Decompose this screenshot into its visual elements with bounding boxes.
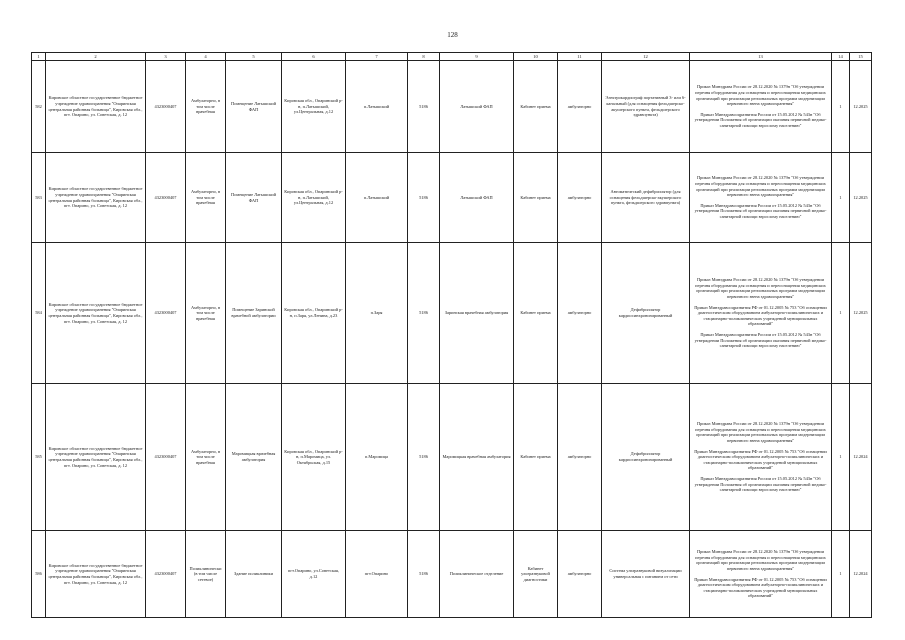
regulation-text: Приказ Минздравсоцразвития России от 15.05.2012 № 543н "Об утверждении Положения об организации оказания первичной медико-санитарной помощи взрослому населению": [694, 111, 827, 128]
column-number-4: 4: [186, 53, 226, 61]
table-row: [32, 531, 872, 618]
regulation-text: Приказ Минздравсоцразвития РФ от 01.12.2005 № 753 "Об оснащении диагностическим оборудованием амбулаторно-поликлинических и стационарно-поликлинических учреждений муниципальных образований": [694, 448, 827, 471]
quantity-cell: 1: [832, 384, 850, 531]
unit-name-cell: Помещение Латышский ФАП: [226, 61, 282, 153]
table-row: [32, 384, 872, 531]
care-mode-cell: амбулаторно: [558, 531, 602, 618]
room-cell: Кабинет ультразвуковой диагностики: [514, 531, 558, 618]
code-cell: 5186: [408, 531, 440, 618]
unit-name-cell: Помещение Заринской врачебной амбулатории: [226, 243, 282, 384]
column-number-5: 5: [226, 53, 282, 61]
care-mode-cell: амбулаторно: [558, 61, 602, 153]
address-cell: Кировская обл., Опаринский р-н, п.Латышский, ул.Центральная, д.12: [282, 61, 346, 153]
row-number-cell: 583: [32, 153, 46, 243]
care-conditions-cell: Поликлинически (в том числе сетевое): [186, 531, 226, 618]
column-number-8: 8: [408, 53, 440, 61]
table-row: [32, 153, 872, 243]
organization-cell: Кировское областное государственное бюджетное учреждение здравоохранения "Опаринская центральная районная больница", Кировская обл., пгт. Опарино, ул. Советская, д. 12: [46, 61, 146, 153]
unit-name-cell: Помещение Латышский ФАП: [226, 153, 282, 243]
regulation-text: Приказ Минздрава России от 28.12.2020 № 1379н "Об утверждении перечня оборудования для оснащения и переоснащения медицинских организаций при реализации региональных программ модернизации первичного звена здравоохранения": [695, 421, 826, 444]
settlement-cell: пгт.Опарино: [346, 531, 408, 618]
quantity-cell: 1: [832, 531, 850, 618]
inn-cell: 4323000407: [146, 61, 186, 153]
settlement-cell: п.Латышский: [346, 61, 408, 153]
column-number-13: 13: [690, 53, 832, 61]
equipment-cell: Дефибриллятор кардиосинхронизированный: [602, 384, 690, 531]
address-cell: Кировская обл., Опаринский р-н, п.Маромица, ул. Октябрьская, д.15: [282, 384, 346, 531]
department-cell: Поликлиническое отделение: [440, 531, 514, 618]
care-mode-cell: амбулаторно: [558, 384, 602, 531]
unit-name-cell: Маромицкая врачебная амбулатория: [226, 384, 282, 531]
department-cell: Маромицкая врачебная амбулатория: [440, 384, 514, 531]
table-body: [32, 61, 872, 618]
department-cell: Латышский ФАП: [440, 61, 514, 153]
row-number-cell: 585: [32, 384, 46, 531]
quantity-cell: 1: [832, 153, 850, 243]
inn-cell: 4323000407: [146, 384, 186, 531]
regulation-text: Приказ Минздрава России от 28.12.2020 № 1379н "Об утверждении перечня оборудования для оснащения и переоснащения медицинских организаций при реализации региональных программ модернизации первичного звена здравоохранения": [695, 84, 826, 107]
care-conditions-cell: Амбулаторно, в том числе врачебная: [186, 61, 226, 153]
department-cell: Латышский ФАП: [440, 153, 514, 243]
equipment-cell: Электрокардиограф портативный 3- или 6-канальный (для оснащения фельдшерско-акушерского пункта, фельдшерского здравпункта): [602, 61, 690, 153]
settlement-cell: п.Заря: [346, 243, 408, 384]
regulations-cell: [690, 61, 832, 153]
care-mode-cell: амбулаторно: [558, 243, 602, 384]
due-date-cell: 12.2025: [850, 153, 872, 243]
regulation-text: Приказ Минздравсоцразвития РФ от 01.12.2005 № 753 "Об оснащении диагностическим оборудованием амбулаторно-поликлинических и стационарно-поликлинических учреждений муниципальных образований": [694, 304, 827, 327]
regulation-text: Приказ Минздравсоцразвития России от 15.05.2012 № 543н "Об утверждении Положения об организации оказания первичной медико-санитарной помощи взрослому населению": [694, 475, 827, 493]
code-cell: 5186: [408, 153, 440, 243]
column-number-row: [32, 53, 872, 61]
code-cell: 5186: [408, 384, 440, 531]
department-cell: Заринская врачебная амбулатория: [440, 243, 514, 384]
regulations-cell: [690, 153, 832, 243]
column-number-14: 14: [832, 53, 850, 61]
care-conditions-cell: Амбулаторно, в том числе врачебная: [186, 384, 226, 531]
quantity-cell: 1: [832, 243, 850, 384]
column-number-2: 2: [46, 53, 146, 61]
inn-cell: 4323000407: [146, 153, 186, 243]
row-number-cell: 582: [32, 61, 46, 153]
organization-cell: Кировское областное государственное бюджетное учреждение здравоохранения "Опаринская центральная районная больница", Кировская обл., пгт. Опарино, ул. Советская, д. 12: [46, 153, 146, 243]
column-number-6: 6: [282, 53, 346, 61]
column-number-15: 15: [850, 53, 872, 61]
regulation-text: Приказ Минздрава России от 28.12.2020 № 1379н "Об утверждении перечня оборудования для оснащения и переоснащения медицинских организаций при реализации региональных программ модернизации первичного звена здравоохранения": [695, 175, 826, 198]
regulation-text: Приказ Минздравсоцразвития России от 15.05.2012 № 543н "Об утверждении Положения об организации оказания первичной медико-санитарной помощи взрослому населению": [694, 331, 827, 349]
column-number-7: 7: [346, 53, 408, 61]
equipment-cell: Автоматический дефибриллятор (для оснащения фельдшерско-акушерского пункта, фельдшерского здравпункта): [602, 153, 690, 243]
organization-cell: Кировское областное государственное бюджетное учреждение здравоохранения "Опаринская центральная районная больница", Кировская обл., пгт. Опарино, ул. Советская, д. 12: [46, 243, 146, 384]
due-date-cell: 12.2024: [850, 531, 872, 618]
settlement-cell: п.Латышский: [346, 153, 408, 243]
row-number-cell: 586: [32, 531, 46, 618]
equipment-table: [31, 52, 872, 618]
regulations-cell: [690, 384, 832, 531]
regulations-cell: [690, 531, 832, 618]
table-row: [32, 61, 872, 153]
due-date-cell: 12.2025: [850, 243, 872, 384]
equipment-cell: Дефибриллятор кардиосинхронизированный: [602, 243, 690, 384]
regulation-text: Приказ Минздрава России от 28.12.2020 № 1379н "Об утверждении перечня оборудования для оснащения и переоснащения медицинских организаций при реализации региональных программ модернизации первичного звена здравоохранения": [695, 277, 826, 300]
column-number-1: 1: [32, 53, 46, 61]
code-cell: 5186: [408, 243, 440, 384]
column-number-12: 12: [602, 53, 690, 61]
due-date-cell: 12.2024: [850, 384, 872, 531]
regulation-text: Приказ Минздравсоцразвития РФ от 01.12.2005 № 753 "Об оснащении диагностическим оборудованием амбулаторно-поликлинических и стационарно-поликлинических учреждений муниципальных образований": [694, 576, 827, 599]
due-date-cell: 12.2025: [850, 61, 872, 153]
address-cell: пгт.Опарино, ул.Советская, д.12: [282, 531, 346, 618]
room-cell: Кабинет приема: [514, 61, 558, 153]
room-cell: Кабинет приема: [514, 243, 558, 384]
room-cell: Кабинет приема: [514, 384, 558, 531]
column-number-3: 3: [146, 53, 186, 61]
column-number-10: 10: [514, 53, 558, 61]
care-conditions-cell: Амбулаторно, в том числе врачебная: [186, 153, 226, 243]
row-number-cell: 584: [32, 243, 46, 384]
inn-cell: 4323000407: [146, 531, 186, 618]
room-cell: Кабинет приема: [514, 153, 558, 243]
inn-cell: 4323000407: [146, 243, 186, 384]
care-mode-cell: амбулаторно: [558, 153, 602, 243]
column-number-11: 11: [558, 53, 602, 61]
regulations-cell: [690, 243, 832, 384]
address-cell: Кировская обл., Опаринский р-н, п.Заря, ул.Ленина, д.23: [282, 243, 346, 384]
address-cell: Кировская обл., Опаринский р-н, п.Латышский, ул.Центральная, д.12: [282, 153, 346, 243]
organization-cell: Кировское областное государственное бюджетное учреждение здравоохранения "Опаринская центральная районная больница", Кировская обл., пгт. Опарино, ул. Советская, д. 12: [46, 384, 146, 531]
code-cell: 5186: [408, 61, 440, 153]
column-number-9: 9: [440, 53, 514, 61]
organization-cell: Кировское областное государственное бюджетное учреждение здравоохранения "Опаринская центральная районная больница", Кировская обл., пгт. Опарино, ул. Советская, д. 12: [46, 531, 146, 618]
settlement-cell: п.Маромица: [346, 384, 408, 531]
table-row: [32, 243, 872, 384]
unit-name-cell: Здание поликлиники: [226, 531, 282, 618]
regulation-text: Приказ Минздравсоцразвития России от 15.05.2012 № 543н "Об утверждении Положения об организации оказания первичной медико-санитарной помощи взрослому населению": [694, 202, 827, 219]
regulation-text: Приказ Минздрава России от 28.12.2020 № 1379н "Об утверждении перечня оборудования для оснащения и переоснащения медицинских организаций при реализации региональных программ модернизации первичного звена здравоохранения": [695, 549, 826, 571]
quantity-cell: 1: [832, 61, 850, 153]
care-conditions-cell: Амбулаторно, в том числе врачебная: [186, 243, 226, 384]
equipment-cell: Система ультразвуковой визуализации универсальная с питанием от сети: [602, 531, 690, 618]
page-number: 128: [447, 31, 458, 39]
